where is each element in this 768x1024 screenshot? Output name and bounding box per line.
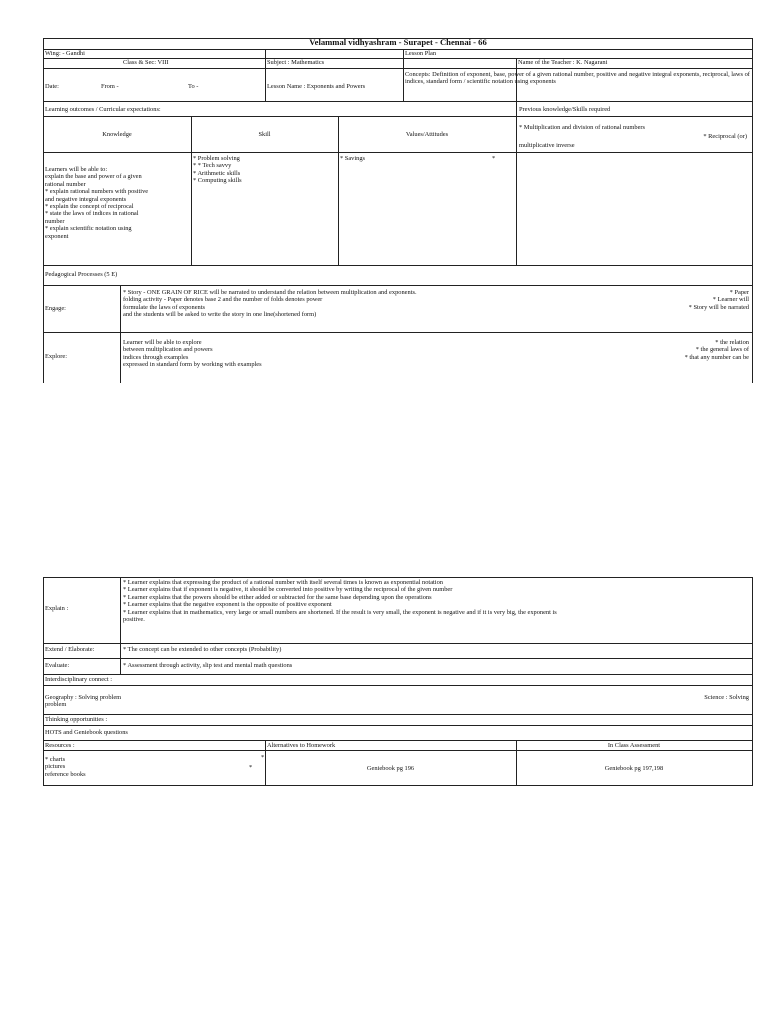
- lesson-name: Lesson Name : Exponents and Powers: [267, 83, 366, 90]
- rule: [752, 577, 753, 786]
- rule: [43, 785, 753, 786]
- lesson-plan-table-top: [43, 38, 753, 383]
- explore-body: Learner will be able to explore between multiplication and powers indices through examples expressed in standard form by working with examples: [123, 339, 262, 369]
- explain-label: Explain :: [45, 605, 69, 612]
- rule: [43, 685, 753, 686]
- values-heading: Values/Attitudes: [405, 131, 449, 138]
- school-title: Velammal vidhyashram - Surapet - Chennai - 66: [309, 37, 487, 47]
- skill-heading: Skill: [258, 131, 271, 138]
- class-section: Class & Sec: VIII: [123, 59, 169, 66]
- pedagogy-heading: Pedagogical Processes (5 E): [45, 271, 118, 278]
- thinking-label: Thinking opportunities :: [45, 716, 108, 723]
- lesson-plan-label: Lesson Plan: [405, 50, 437, 57]
- from-label: From -: [101, 83, 119, 90]
- engage-label: Engage:: [45, 305, 66, 312]
- previous-line-2: * Reciprocal (or): [703, 133, 747, 140]
- rule: [43, 740, 753, 741]
- resources-body: * charts pictures reference books: [45, 756, 86, 778]
- extend-label: Extend / Elaborate:: [45, 646, 95, 653]
- date-label: Date:: [45, 83, 59, 90]
- lesson-plan-table-bottom: [43, 577, 753, 786]
- evaluate-body: * Assessment through activity, slip test and mental math questions: [123, 662, 293, 669]
- rule: [265, 49, 266, 101]
- rule: [43, 750, 753, 751]
- rule: [43, 658, 753, 659]
- values-star: *: [492, 155, 496, 162]
- rule: [43, 714, 753, 715]
- rule: [43, 265, 753, 266]
- concepts: Concepts: Definition of exponent, base, power of a given rational number, positive and negative integral exponents, reciprocal, laws of indices, standard form / scientific notation using exponents: [405, 71, 750, 86]
- resources-star: *: [261, 754, 265, 761]
- rule: [43, 577, 44, 786]
- in-class-body: Geniebook pg 197,198: [604, 765, 664, 772]
- in-class-heading: In Class Assessment: [607, 742, 661, 749]
- outcomes-heading: Learning outcomes / Curricular expectations:: [45, 106, 161, 113]
- wing: Wing: - Gandhi: [45, 50, 85, 57]
- previous-knowledge-heading: Previous knowledge/Skills required: [519, 106, 611, 113]
- rule: [43, 38, 44, 383]
- geography-connect: Geography : Solving problem problem: [45, 694, 122, 709]
- rule: [43, 101, 753, 102]
- teacher-name: Name of the Teacher : K. Nagarani: [518, 59, 608, 66]
- rule: [43, 49, 753, 50]
- rule: [43, 643, 753, 644]
- explain-body: * Learner explains that expressing the product of a rational number with itself several times is known as exponential notation * Learner explains that if exponent is negative, it should be converted into positive by writing the reciprocal of the given number * Learner explains that the powers should be either added or subtracted for the same base depending upon the operations * Learner explains that the negative exponent is the opposite of positive exponent * Learner explains that in mathematics, very large or small numbers are shortened. If the result is very small, the exponent is negative and if it is very big, the exponent is positive.: [123, 579, 557, 624]
- rule: [265, 740, 266, 785]
- rule: [516, 101, 517, 265]
- knowledge-heading: Knowledge: [102, 131, 132, 138]
- rule: [43, 285, 753, 286]
- previous-line-3: multiplicative inverse: [519, 142, 575, 149]
- explore-label: Explore:: [45, 353, 68, 360]
- values-body: * Savings: [340, 155, 366, 162]
- alternatives-body: Geniebook pg 196: [366, 765, 415, 772]
- subject: Subject : Mathematics: [267, 59, 325, 66]
- skill-body: * Problem solving * * Tech savvy * Arithmetic skills * Computing skills: [193, 155, 242, 185]
- hots-label: HOTS and Geniebook questions: [45, 729, 128, 736]
- engage-right: * Paper * Learner will * Story will be narrated: [688, 289, 749, 311]
- resources-star: *: [249, 764, 253, 771]
- rule: [43, 577, 753, 578]
- alternatives-heading: Alternatives to Homework: [267, 742, 336, 749]
- previous-line-1: * Multiplication and division of rational numbers: [519, 124, 646, 131]
- rule: [43, 152, 753, 153]
- rule: [120, 285, 121, 383]
- engage-body: * Story - ONE GRAIN OF RICE will be narrated to understand the relation between multiplication and exponents. folding activity - Paper denotes base 2 and the number of folds denotes power formulate the laws of exponents and the students will be asked to write the story in one line(shortened form): [123, 289, 417, 319]
- rule: [43, 116, 753, 117]
- rule: [43, 68, 753, 69]
- science-connect: Science : Solving: [704, 694, 749, 701]
- knowledge-body: Learners will be able to: explain the base and power of a given rational number * explain rational numbers with positive and negative integral exponents * explain the concept of reciprocal * state the laws of indices in rational number * explain scientific notation using exponent: [45, 166, 149, 240]
- resources-heading: Resources :: [45, 742, 75, 749]
- rule: [43, 674, 753, 675]
- interdisciplinary-label: Interdisciplinary connect :: [45, 676, 113, 683]
- rule: [403, 49, 404, 101]
- extend-body: * The concept can be extended to other concepts (Probability): [123, 646, 282, 653]
- rule: [752, 38, 753, 383]
- rule: [43, 725, 753, 726]
- evaluate-label: Evaluate:: [45, 662, 70, 669]
- to-label: To -: [188, 83, 199, 90]
- rule: [43, 332, 753, 333]
- explore-right: * the relation * the general laws of * that any number can be: [684, 339, 749, 361]
- rule: [120, 577, 121, 674]
